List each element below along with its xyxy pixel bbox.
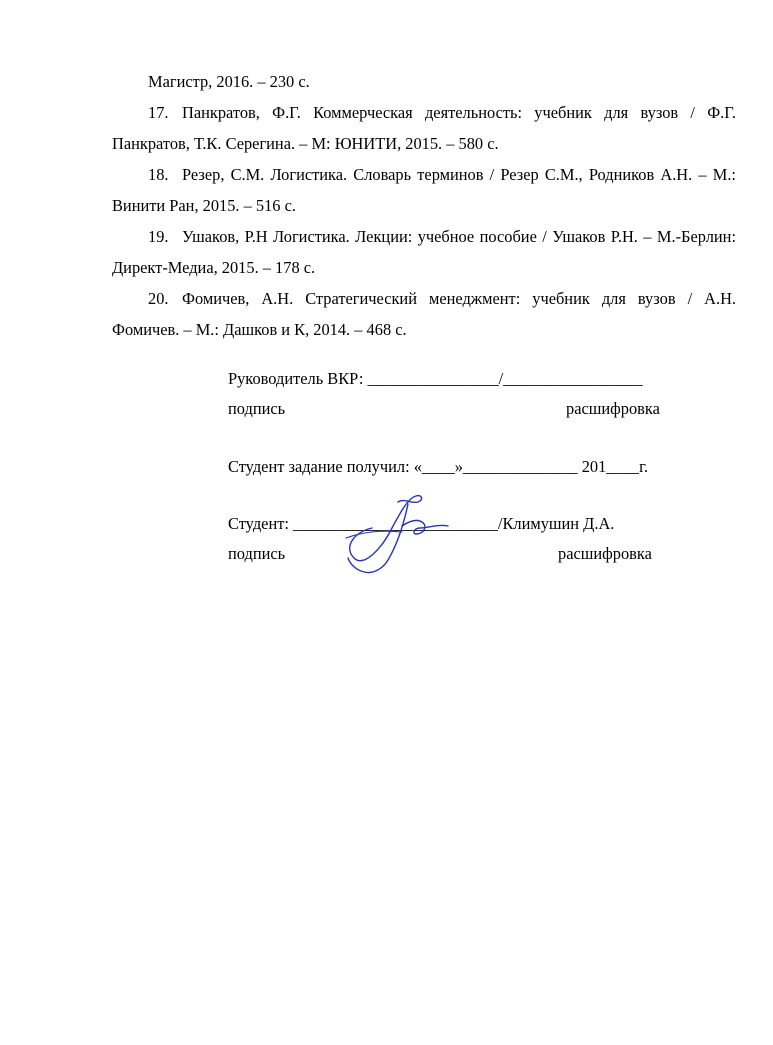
bibliography-entry-17 bbox=[112, 97, 736, 159]
entry-text: Резер, С.М. Логистика. Словарь терминов / Резер С.М., Родников А.Н. – М.: Винити Ран, 2015. – 516 с. bbox=[112, 165, 736, 215]
assignment-received-line: Студент задание получил: «____»______________ 201____г. bbox=[228, 457, 649, 476]
assignment-row bbox=[228, 457, 698, 477]
supervisor-signature-line: Руководитель ВКР: ________________/_________________ bbox=[228, 369, 643, 388]
bibliography-entry-continuation: Магистр, 2016. – 230 с. bbox=[148, 72, 310, 91]
entry-number: 17. bbox=[148, 103, 169, 122]
entry-number: 20. bbox=[148, 289, 169, 308]
student-signature-line: Студент: _________________________/Климушин Д.А. bbox=[228, 514, 615, 533]
supervisor-signature-block bbox=[228, 369, 698, 419]
bibliography-list bbox=[112, 66, 736, 345]
signature-caption: подпись bbox=[228, 544, 286, 563]
supervisor-caption-row bbox=[228, 399, 698, 419]
name-caption: расшифровка bbox=[566, 399, 660, 418]
entry-text: Панкратов, Ф.Г. Коммерческая деятельность: учебник для вузов / Ф.Г. Панкратов, Т.К. Серегина. – М: ЮНИТИ, 2015. – 580 с. bbox=[112, 103, 736, 153]
entry-number: 18. bbox=[148, 165, 169, 184]
student-line-row bbox=[228, 514, 698, 534]
student-caption-row bbox=[228, 544, 698, 564]
student-signature-block bbox=[228, 514, 698, 564]
assignment-block bbox=[228, 457, 698, 477]
entry-text: Фомичев, А.Н. Стратегический менеджмент: учебник для вузов / А.Н. Фомичев. – М.: Дашков и К, 2014. – 468 с. bbox=[112, 289, 736, 339]
bibliography-entry-19 bbox=[112, 221, 736, 283]
entry-text: Ушаков, Р.Н Логистика. Лекции: учебное пособие / Ушаков Р.Н. – М.-Берлин: Директ-Медиа, 2015. – 178 с. bbox=[112, 227, 736, 277]
bibliography-entry-20 bbox=[112, 283, 736, 345]
name-caption: расшифровка bbox=[558, 544, 652, 563]
handwritten-signature bbox=[342, 488, 460, 578]
bibliography-entry-18 bbox=[112, 159, 736, 221]
signature-caption: подпись bbox=[228, 399, 286, 418]
entry-number: 19. bbox=[148, 227, 169, 246]
supervisor-line-row bbox=[228, 369, 698, 389]
